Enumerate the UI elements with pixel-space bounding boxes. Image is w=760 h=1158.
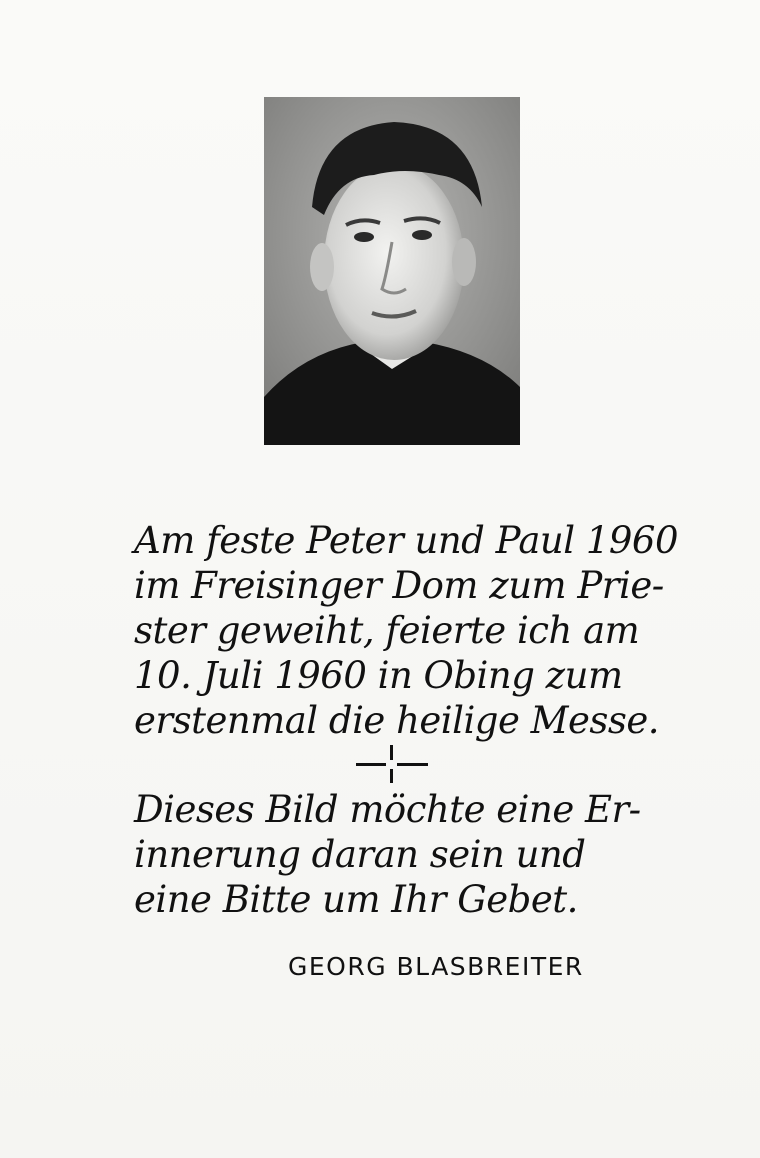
signature: GEORG BLASBREITER [288, 952, 584, 981]
portrait-photo [264, 97, 520, 445]
text-line: ster geweiht, feierte ich am [134, 609, 640, 652]
dedication-text [134, 518, 678, 922]
text-line: Am feste Peter und Paul 1960 [134, 519, 678, 562]
cross-ornament [134, 743, 654, 787]
text-line: erstenmal die heilige Messe. [134, 699, 660, 742]
portrait-image [264, 97, 520, 445]
text-line: Dieses Bild möchte eine Er- [134, 788, 641, 831]
text-line: im Freisinger Dom zum Prie- [134, 564, 664, 607]
text-line: innerung daran sein und [134, 833, 586, 876]
text-line: eine Bitte um Ihr Gebet. [134, 878, 578, 921]
text-line: 10. Juli 1960 in Obing zum [134, 654, 623, 697]
